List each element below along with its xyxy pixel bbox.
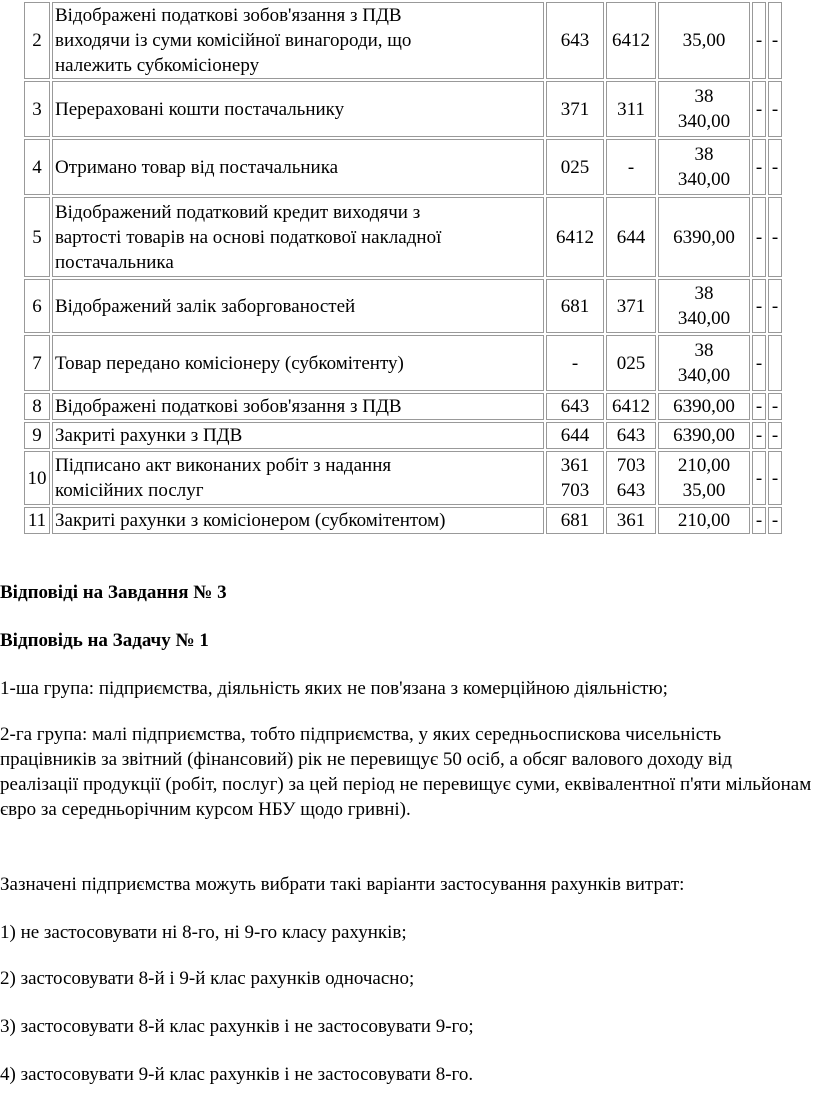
option-3: 3) застосовувати 8-й клас рахунків і не застосовувати 9-го; [0,1016,474,1037]
row-description [52,279,544,333]
row-description-line: Закриті рахунки з ПДВ [55,425,243,446]
row-amount-line: 340,00 [677,169,731,190]
row-debit-account [546,279,604,333]
row-amount-line: 38 [694,144,714,165]
row-amount [658,2,750,79]
row-debit-account-line: 6412 [556,226,594,248]
row-amount-line: 340,00 [677,308,731,329]
row-number: 4 [24,139,50,195]
row-mark-1: - [752,2,766,79]
row-credit-account [606,422,656,449]
row-credit-account [606,279,656,333]
row-credit-account-line: 703 [616,455,646,476]
row-credit-account-line: 643 [616,425,646,446]
row-credit-account [606,393,656,420]
row-mark-2: - [768,422,782,449]
row-description-line: вартості товарів на основі податкової накладної [55,226,442,248]
row-mark-2 [768,335,782,391]
row-amount-line: 38 [694,283,714,304]
option-1: 1) не застосовувати ні 8-го, ні 9-го класу рахунків; [0,922,407,943]
heading-task-3: Відповіді на Завдання № 3 [0,582,227,603]
row-mark-1: - [752,507,766,534]
row-amount-line: 210,00 [677,455,731,476]
row-mark-1: - [752,422,766,449]
row-amount-line: 38 [694,340,714,361]
option-2: 2) застосовувати 8-й і 9-й клас рахунків одночасно; [0,968,415,989]
row-mark-1: - [752,139,766,195]
row-number: 5 [24,197,50,277]
row-description [52,81,544,137]
row-description-line: Відображений податковий кредит виходячи з [55,201,421,223]
row-credit-account [606,197,656,277]
row-debit-account-line: 643 [560,30,590,51]
row-mark-2: - [768,81,782,137]
row-credit-account-line: 361 [616,510,646,531]
row-description [52,507,544,534]
row-mark-2: - [768,279,782,333]
table-row [24,507,782,534]
row-amount-line: 340,00 [677,111,731,132]
row-debit-account-line: 681 [560,295,590,317]
row-debit-account-line: 644 [560,425,590,446]
row-mark-1: - [752,197,766,277]
row-amount-line: 6390,00 [673,425,735,446]
heading-problem-1: Відповідь на Задачу № 1 [0,630,209,651]
option-4: 4) застосовувати 9-й клас рахунків і не застосовувати 8-го. [0,1064,474,1085]
row-debit-account-line: 681 [560,510,590,531]
row-description-line: Отримано товар від постачальника [55,156,339,178]
row-amount [658,81,750,137]
row-mark-2: - [768,393,782,420]
row-amount-line: 35,00 [682,30,726,51]
row-number: 6 [24,279,50,333]
row-debit-account [546,81,604,137]
row-debit-account [546,507,604,534]
row-credit-account [606,2,656,79]
paragraph-intro: Зазначені підприємства можуть вибрати такі варіанти застосування рахунків витрат: [0,874,685,895]
row-description-line: Відображений залік заборгованостей [55,295,356,317]
row-credit-account-line: 371 [616,295,646,317]
row-amount [658,335,750,391]
row-mark-1: - [752,335,766,391]
row-credit-account [606,507,656,534]
row-description [52,197,544,277]
row-mark-2: - [768,451,782,505]
row-description-line: Товар передано комісіонеру (субкомітенту) [55,352,404,374]
row-description-line: Підписано акт виконаних робіт з надання [55,455,392,476]
row-mark-1: - [752,279,766,333]
row-description-line: належить субкомісіонеру [55,55,260,76]
row-amount-line: 340,00 [677,365,731,386]
row-number: 7 [24,335,50,391]
row-mark-2: - [768,197,782,277]
transactions-table [22,0,784,536]
row-mark-1: - [752,393,766,420]
row-credit-account-line: 644 [616,226,646,248]
row-description [52,139,544,195]
row-credit-account-line: 643 [616,480,646,501]
row-debit-account-line: 703 [560,480,590,501]
row-amount [658,422,750,449]
row-description [52,451,544,505]
table-row [24,197,782,277]
row-debit-account-line: 025 [560,156,590,178]
row-description [52,2,544,79]
row-number: 11 [24,507,50,534]
row-credit-account-line: 6412 [612,30,650,51]
row-number: 2 [24,2,50,79]
row-description-line: комісійних послуг [55,480,204,501]
row-amount [658,507,750,534]
row-amount-line: 6390,00 [673,226,735,248]
row-amount-line: 210,00 [677,510,731,531]
row-credit-account [606,139,656,195]
row-debit-account [546,451,604,505]
row-debit-account [546,197,604,277]
row-number: 8 [24,393,50,420]
row-mark-2: - [768,2,782,79]
row-description-line: Відображені податкові зобов'язання з ПДВ [55,5,402,26]
row-number: 9 [24,422,50,449]
row-debit-account-line: - [571,352,579,374]
row-number: 3 [24,81,50,137]
row-description-line: постачальника [55,251,174,273]
row-description [52,393,544,420]
row-description-line: Закриті рахунки з комісіонером (субкомітентом) [55,510,446,531]
row-amount-line: 35,00 [682,480,726,501]
row-description-line: виходячи із суми комісійної винагороди, що [55,30,412,51]
row-amount [658,393,750,420]
row-mark-2: - [768,139,782,195]
table-row [24,81,782,137]
row-credit-account-line: - [627,156,635,178]
table-row [24,139,782,195]
row-debit-account-line: 361 [560,455,590,476]
row-amount [658,279,750,333]
row-mark-1: - [752,451,766,505]
row-number: 10 [24,451,50,505]
table-row [24,2,782,79]
row-credit-account [606,335,656,391]
row-debit-account [546,393,604,420]
row-credit-account [606,451,656,505]
row-amount [658,451,750,505]
row-amount [658,139,750,195]
row-mark-1: - [752,81,766,137]
row-credit-account-line: 6412 [612,396,650,417]
row-credit-account-line: 311 [617,98,645,120]
table-row [24,393,782,420]
row-amount-line: 6390,00 [673,396,735,417]
transactions-table-body [24,2,782,534]
row-debit-account-line: 371 [560,98,590,120]
row-description [52,335,544,391]
row-mark-2: - [768,507,782,534]
table-row [24,335,782,391]
row-debit-account [546,335,604,391]
row-debit-account [546,422,604,449]
table-row [24,451,782,505]
table-row [24,422,782,449]
row-debit-account [546,2,604,79]
row-amount [658,197,750,277]
row-debit-account-line: 643 [560,396,590,417]
paragraph-group-2: 2-га група: малі підприємства, тобто підприємства, у яких середньоспискова чисельність працівників за звітний (фінансовий) рік не перевищує 50 осіб, а обсяг валового доходу від реалізації продукції (робіт, послуг) за цей період не перевищує суми, еквівалентної п'яти мільйонам євро за середньорічним курсом НБУ щодо гривні). [0,724,812,820]
row-credit-account [606,81,656,137]
row-description-line: Перераховані кошти постачальнику [55,98,345,120]
paragraph-group-1: 1-ша група: підприємства, діяльність яких не пов'язана з комерційною діяльністю; [0,678,668,699]
row-description-line: Відображені податкові зобов'язання з ПДВ [55,396,402,417]
table-row [24,279,782,333]
row-debit-account [546,139,604,195]
row-amount-line: 38 [694,86,714,107]
row-credit-account-line: 025 [616,352,646,374]
row-description [52,422,544,449]
